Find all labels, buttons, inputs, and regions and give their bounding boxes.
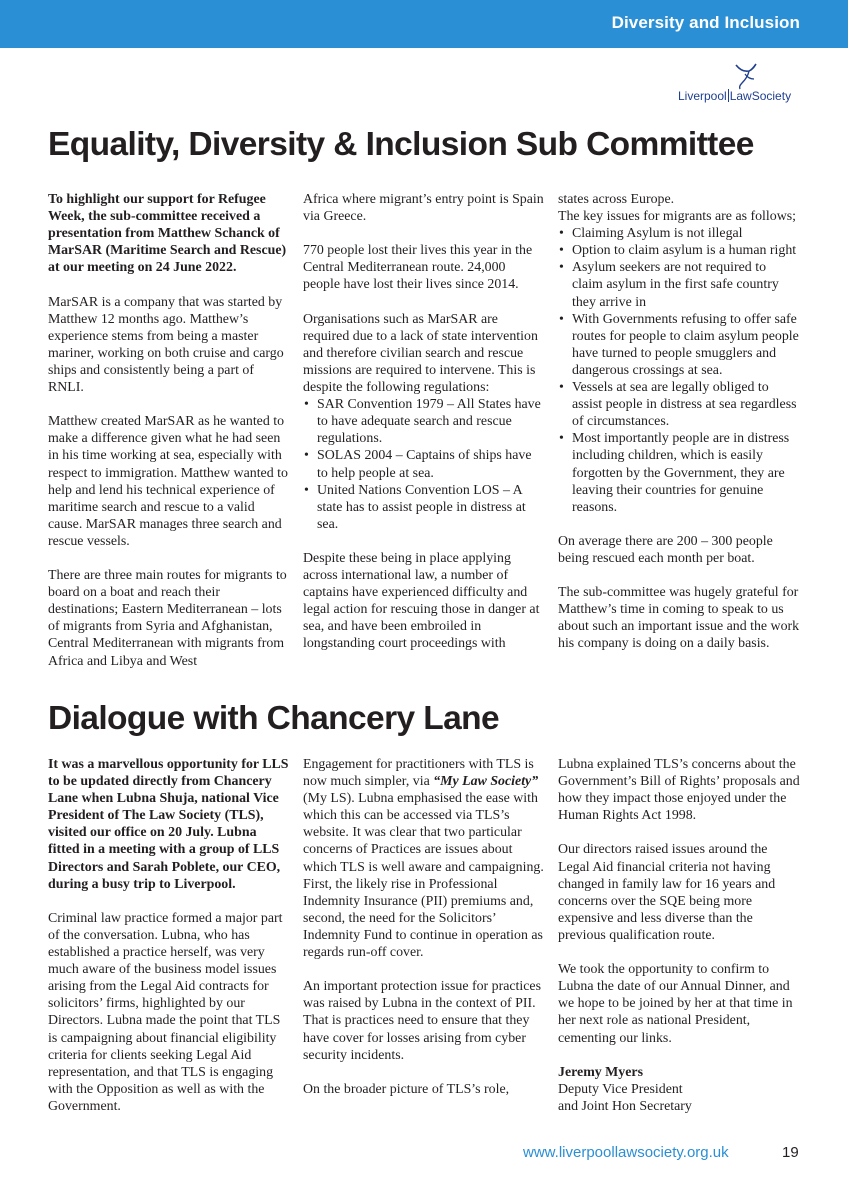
signature-role: Deputy Vice President	[558, 1081, 683, 1097]
article1-paragraph: On average there are 200 – 300 people being rescued each month per boat.	[558, 533, 773, 566]
article2-column-3	[558, 756, 800, 1115]
list-item: • SAR Convention 1979 – All States have to have adequate search and rescue regulations.	[303, 396, 545, 447]
article2-intro: It was a marvellous opportunity for LLS to be updated directly from Chancery Lane when Lubna Shuja, national Vice President of The Law Society (TLS), visited our office on 20 July. Lubna fitted in a meeting with a group of LLS Directors and Sarah Poblete, our CEO, during a busy trip to Liverpool.	[48, 757, 289, 892]
footer-website-link[interactable]: www.liverpoollawsociety.org.uk	[523, 1144, 729, 1161]
article1-paragraph: states across Europe.	[558, 192, 675, 207]
liver-bird-icon	[730, 62, 760, 90]
page-number: 19	[782, 1144, 799, 1161]
article1-column-1	[48, 191, 290, 670]
article1-paragraph: There are three main routes for migrants to board on a boat and reach their destinations; Eastern Mediterranean – lots of migrants from Syria and Afghanistan, Central Mediterranean with migrants from Africa and Libya and West	[48, 568, 287, 669]
article1-intro: To highlight our support for Refugee Week, the sub-committee received a presentation from Matthew Schanck of MarSAR (Maritime Search and Rescue) at our meeting on 24 June 2022.	[48, 192, 287, 276]
issues-list	[558, 225, 800, 516]
article2-column-1	[48, 756, 290, 1115]
list-item: • Vessels at sea are legally obliged to assist people in distress at sea regardless of circumstances.	[558, 379, 800, 430]
header-bar	[0, 0, 848, 48]
article2-paragraph: Our directors raised issues around the Legal Aid financial criteria not having changed in family law for 16 years and concerns over the SQE being more expensive and less diverse than the previous qualification route.	[558, 842, 776, 943]
liverpool-law-society-logo	[678, 62, 802, 106]
list-item: • United Nations Convention LOS – A state has to assist people in distress at sea.	[303, 482, 545, 533]
list-item: • SOLAS 2004 – Captains of ships have to help people at sea.	[303, 447, 545, 481]
article-title-chancery-lane: Dialogue with Chancery Lane	[48, 700, 500, 737]
article1-paragraph: Africa where migrant’s entry point is Spain via Greece.	[303, 192, 544, 225]
article2-paragraph: Criminal law practice formed a major part of the conversation. Lubna, who has established a practice herself, was very much aware of the business model issues arising from the Legal Aid contracts for solicitors’ firms, highlighted by our Directors. Lubna made the point that TLS is campaigning about financial eligibility criteria for clients seeking Legal Aid representation, and that TLS is engaging with the Opposition as well as with the Government.	[48, 910, 283, 1114]
regulations-list	[303, 396, 545, 533]
article1-paragraph: Organisations such as MarSAR are required due to a lack of state intervention and therefore civilian search and rescue missions are required to intervene. This is despite the following regulations:	[303, 311, 538, 396]
list-item: • Most importantly people are in distress including children, which is easily forgotten by the Government, they are leaving their countries for genuine reasons.	[558, 430, 800, 515]
logo-wordmark	[678, 89, 791, 103]
signature-role: and Joint Hon Secretary	[558, 1098, 692, 1114]
article1-paragraph: Despite these being in place applying across international law, a number of captains have experienced difficulty and legal action for rescuing those in danger at sea, and have been embroiled in longstanding court proceedings with	[303, 550, 540, 652]
signature-name: Jeremy Myers	[558, 1064, 643, 1080]
logo-divider	[728, 89, 729, 102]
article2-paragraph: An important protection issue for practices was raised by Lubna in the context of PII. That is practices need to ensure that they have cover for losses arising from cyber security incidents.	[303, 979, 541, 1063]
section-title: Diversity and Inclusion	[611, 13, 800, 32]
article2-paragraph: On the broader picture of TLS’s role,	[303, 1081, 510, 1097]
article1-paragraph: 770 people lost their lives this year in the Central Mediterranean route. 24,000 people have lost their lives since 2014.	[303, 243, 533, 293]
signature	[558, 1064, 800, 1115]
article1-column-3	[558, 191, 800, 653]
logo-name-left: Liverpool	[678, 89, 727, 103]
list-item: • Claiming Asylum is not illegal	[558, 225, 800, 242]
article1-column-2	[303, 191, 545, 653]
article2-column-2	[303, 756, 545, 1098]
article-title-edi: Equality, Diversity & Inclusion Sub Committee	[48, 126, 754, 163]
article2-paragraph: Engagement for practitioners with TLS is now much simpler, via “My Law Society” (My LS). Lubna emphasised the ease with which this can be accessed via TLS’s website. It was clear that two particular concerns of Practices are issues about which TLS is well aware and campaigning. First, the likely rise in Professional Indemnity Insurance (PII) premiums and, second, the need for the Solicitors’ Indemnity Fund to continue in operation as regards run-off cover.	[303, 757, 544, 961]
issues-intro: The key issues for migrants are as follows;	[558, 209, 797, 225]
list-item: • With Governments refusing to offer safe routes for people to claim asylum people have turned to people smugglers and dangerous crossings at sea.	[558, 311, 800, 379]
list-item: • Asylum seekers are not required to claim asylum in the first safe country they arrive in	[558, 259, 800, 310]
article2-paragraph: Lubna explained TLS’s concerns about the Government’s Bill of Rights’ proposals and how they impact those enjoyed under the Human Rights Act 1998.	[558, 757, 800, 824]
logo-name-right: LawSociety	[729, 89, 792, 103]
article1-paragraph: MarSAR is a company that was started by Matthew 12 months ago. Matthew’s experience stems from being a master mariner, working on both cruise and cargo ships and consistently being a part of RNLI.	[48, 294, 284, 396]
article2-paragraph: We took the opportunity to confirm to Lubna the date of our Annual Dinner, and we hope to be joined by her at that time in her next role as national President, cementing our links.	[558, 962, 793, 1046]
list-item: • Option to claim asylum is a human right	[558, 242, 800, 259]
article1-paragraph: Matthew created MarSAR as he wanted to make a difference given what he had seen in his time working at sea, especially with respect to immigration. Matthew wanted to help and lend his technical experience of maritime search and rescue to a valid cause. MarSAR manages three search and rescue vessels.	[48, 414, 288, 549]
article1-paragraph: The sub-committee was hugely grateful for Matthew’s time in coming to speak to us about such an important issue and the work his company is doing on a daily basis.	[558, 585, 800, 652]
